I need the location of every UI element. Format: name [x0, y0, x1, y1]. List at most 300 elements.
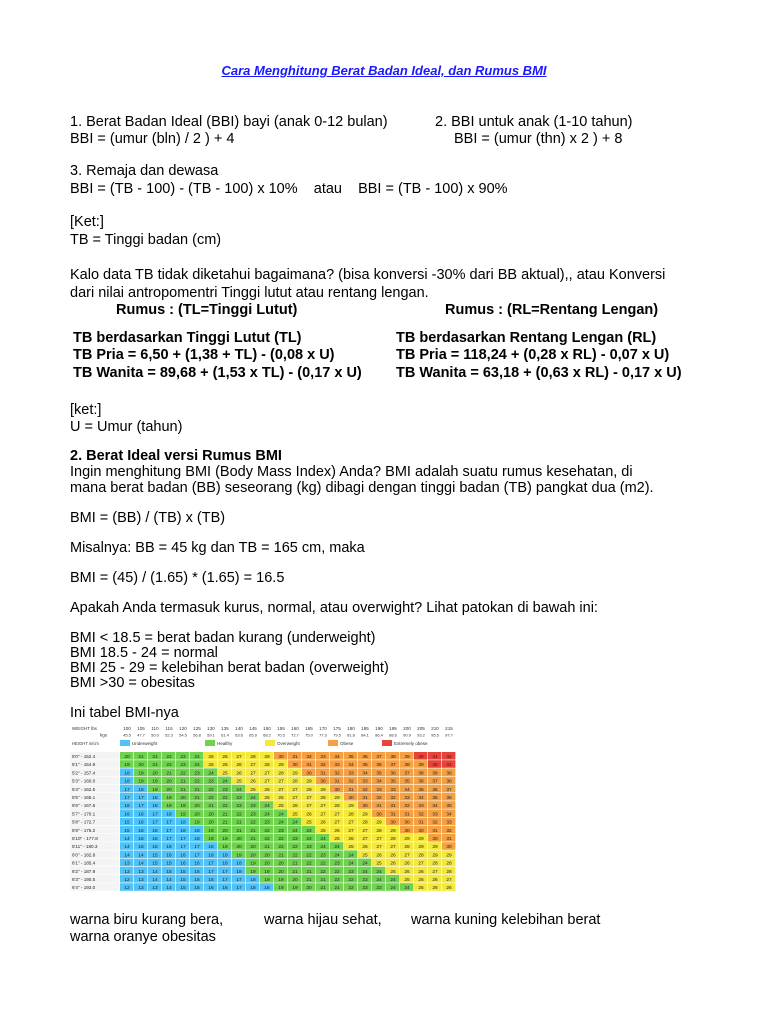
bmi-cell-value: 31: [432, 828, 438, 834]
bbi-anak-heading: 2. BBI untuk anak (1-10 tahun): [435, 114, 633, 130]
bmi-cell-value: 21: [180, 787, 186, 793]
weight-lbs-header: 110: [151, 726, 159, 731]
bmi-cell-value: 22: [208, 787, 214, 793]
bmi-cell-value: 18: [180, 828, 186, 834]
weight-kg-header: 81.8: [347, 732, 355, 738]
bmi-cell-value: 25: [404, 878, 410, 883]
bmi-cell-value: 15: [166, 861, 172, 867]
bmi-cell-value: 27: [278, 787, 284, 793]
bmi-cell-value: 26: [418, 878, 424, 883]
height-label: 5'9" - 175.2: [72, 827, 96, 833]
bmi-cell-value: 32: [348, 779, 354, 785]
bmi-cell-value: 12: [124, 878, 130, 883]
bmi-cell-value: 24: [306, 837, 312, 842]
bmi-cell-value: 18: [124, 771, 130, 777]
bmi-cell-value: 32: [446, 828, 452, 834]
bmi-cell-value: 24: [334, 845, 340, 851]
bmi-cell-value: 25: [236, 779, 242, 785]
bmi-cell-value: 17: [166, 837, 172, 842]
bmi-cell-value: 22: [250, 820, 256, 826]
bmi-cell-value: 25: [250, 787, 256, 793]
bmi-cell-value: 18: [166, 812, 172, 818]
bmi-cell-value: 25: [418, 886, 424, 892]
bmi-cell-value: 20: [166, 787, 172, 793]
bmi-cell-value: 27: [348, 828, 354, 834]
weight-kg-header: 63.6: [235, 732, 243, 738]
bmi-cell-value: 20: [236, 837, 242, 842]
bmi-cell-value: 38: [418, 771, 424, 777]
bmi-cell-value: 38: [446, 779, 452, 785]
bmi-cell-value: 23: [250, 804, 256, 810]
bmi-cell-value: 32: [320, 763, 326, 769]
bmi-cell-value: 25: [362, 853, 368, 859]
bmi-cell-value: 22: [306, 861, 312, 867]
bmi-cell-value: 27: [292, 796, 298, 801]
weight-lbs-header: 120: [179, 726, 187, 731]
bmi-cell-value: 31: [348, 787, 354, 793]
bmi-cell-value: 18: [152, 796, 158, 801]
bmi-cell-value: 27: [292, 787, 298, 793]
bmi-cell-value: 23: [180, 755, 186, 760]
bmi-cell-value: 34: [418, 796, 424, 801]
bmi-cell-value: 27: [362, 828, 368, 834]
bmi-example: Misalnya: BB = 45 kg dan TB = 165 cm, maka: [70, 540, 365, 556]
bmi-cell-value: 19: [138, 771, 144, 777]
bmi-cell-value: 26: [376, 853, 382, 859]
bmi-cell-value: 34: [362, 771, 368, 777]
kalo-line1: Kalo data TB tidak diketahui bagaimana? (bisa konversi -30% dari BB aktual),, atau Konversi: [70, 267, 666, 283]
weight-kg-header: 90.9: [403, 732, 411, 738]
bmi-cell-value: 21: [278, 853, 284, 859]
bmi-cell-value: 30: [320, 779, 326, 785]
bmi-cell-value: 22: [166, 763, 172, 769]
weight-lbs-header: 185: [361, 726, 369, 731]
bmi-cell-value: 23: [236, 796, 242, 801]
bmi-cell-value: 37: [404, 771, 410, 777]
bmi-question: Apakah Anda termasuk kurus, normal, atau overwight? Lihat patokan di bawah ini:: [70, 600, 598, 616]
bmi-cell-value: 19: [180, 812, 186, 818]
bmi-heading: 2. Berat Ideal versi Rumus BMI: [70, 448, 282, 464]
bmi-cat-overweight: BMI 25 - 29 = kelebihan berat badan (overweight): [70, 660, 389, 676]
bmi-cell-value: 22: [320, 869, 326, 875]
tl-heading: TB berdasarkan Tinggi Lutut (TL): [73, 330, 302, 346]
bmi-cell-value: 27: [334, 812, 340, 818]
legend-swatch: [328, 740, 338, 746]
bmi-cell-value: 16: [194, 869, 200, 875]
bmi-cell-value: 29: [306, 779, 312, 785]
bmi-cell-value: 17: [208, 869, 214, 875]
bmi-cell-value: 24: [264, 812, 270, 818]
bmi-cat-underweight: BMI < 18.5 = berat badan kurang (underweight): [70, 630, 376, 646]
height-label: 6'0" - 182.8: [72, 852, 96, 858]
bmi-cell-value: 30: [292, 763, 298, 769]
bmi-cell-value: 24: [376, 869, 382, 875]
bmi-cell-value: 17: [194, 845, 200, 851]
bmi-cell-value: 23: [264, 820, 270, 826]
height-label: 5'7" - 170.1: [72, 811, 96, 817]
bmi-cell-value: 24: [376, 878, 382, 883]
bmi-cell-value: 18: [152, 804, 158, 810]
weight-kg-header: 54.5: [179, 732, 187, 738]
bmi-cell-value: 19: [208, 837, 214, 842]
bmi-cell-value: 21: [250, 828, 256, 834]
bmi-cell-value: 23: [222, 787, 228, 793]
bmi-cell-value: 16: [138, 820, 144, 826]
bmi-cell-value: 27: [250, 763, 256, 769]
bmi-cell-value: 25: [292, 812, 298, 818]
bmi-cell-value: 32: [390, 796, 396, 801]
bmi-cell-value: 33: [390, 787, 396, 793]
bmi-intro1: Ingin menghitung BMI (Body Mass Index) Anda? BMI adalah suatu rumus kesehatan, di: [70, 464, 633, 480]
bmi-cat-normal: BMI 18.5 - 24 = normal: [70, 645, 218, 661]
bmi-cell-value: 19: [264, 878, 270, 883]
bmi-cell-value: 33: [334, 763, 340, 769]
bmi-cell-value: 17: [222, 869, 228, 875]
bmi-cell-value: 19: [250, 861, 256, 867]
bmi-cell-value: 29: [334, 796, 340, 801]
bmi-cell-value: 15: [152, 845, 158, 851]
rl-pria: TB Pria = 118,24 + (0,28 x RL) - 0,07 x U): [396, 347, 670, 363]
bmi-cell-value: 31: [418, 820, 424, 826]
bmi-cell-value: 13: [138, 869, 144, 875]
bmi-cell-value: 20: [194, 812, 200, 818]
bmi-cell-value: 24: [292, 828, 298, 834]
bmi-cell-value: 19: [292, 886, 298, 892]
bmi-cell-value: 20: [306, 886, 312, 892]
weight-lbs-header: 105: [137, 726, 145, 731]
bmi-cell-value: 22: [222, 804, 228, 810]
bmi-cell-value: 23: [278, 828, 284, 834]
bmi-cell-value: 27: [236, 755, 242, 760]
tl-pria: TB Pria = 6,50 + (1,38 + TL) - (0,08 x U): [73, 347, 335, 363]
bmi-cell-value: 19: [152, 787, 158, 793]
bmi-cell-value: 30: [362, 804, 368, 810]
legend-label: Obese: [340, 741, 354, 746]
ket2-text: U = Umur (tahun): [70, 419, 183, 435]
bmi-cell-value: 15: [124, 820, 130, 826]
bmi-cell-value: 22: [236, 812, 242, 818]
weight-kg-header: 59.1: [207, 732, 215, 738]
bmi-cell-value: 18: [250, 878, 256, 883]
bmi-cell-value: 25: [264, 796, 270, 801]
bmi-cell-value: 30: [404, 820, 410, 826]
bmi-cell-value: 21: [236, 828, 242, 834]
bmi-cell-value: 23: [180, 763, 186, 769]
bmi-cell-value: 23: [236, 804, 242, 810]
bmi-cell-value: 21: [152, 755, 158, 760]
bbi-bayi-formula: BBI = (umur (bln) / 2 ) + 4: [70, 131, 235, 147]
bmi-cell-value: 25: [278, 804, 284, 810]
bmi-cell-value: 26: [404, 869, 410, 875]
bmi-cell-value: 34: [446, 812, 452, 818]
bmi-cell-value: 20: [138, 763, 144, 769]
bmi-cell-value: 21: [334, 886, 340, 892]
rl-wanita: TB Wanita = 63,18 + (0,63 x RL) - 0,17 x U): [396, 365, 682, 381]
height-label: 5'5" - 165.1: [72, 795, 96, 800]
bmi-cell-value: 27: [348, 820, 354, 826]
bmi-cell-value: 35: [362, 763, 368, 769]
bmi-cell-value: 28: [320, 796, 326, 801]
bmi-cell-value: 31: [334, 779, 340, 785]
bmi-cell-value: 33: [432, 812, 438, 818]
bmi-cell-value: 24: [278, 820, 284, 826]
bmi-cell-value: 20: [250, 845, 256, 851]
bmi-cat-obese: BMI >30 = obesitas: [70, 675, 195, 691]
bmi-cell-value: 32: [418, 812, 424, 818]
bmi-cell-value: 24: [306, 828, 312, 834]
height-label: 6'3" - 190.5: [72, 877, 96, 882]
legend-swatch: [120, 740, 130, 746]
ket-text: TB = Tinggi badan (cm): [70, 232, 222, 248]
bmi-cell-value: 24: [222, 779, 228, 785]
bmi-calc: BMI = (45) / (1.65) * (1.65) = 16.5: [70, 570, 285, 586]
bmi-cell-value: 33: [376, 787, 382, 793]
bmi-cell-value: 26: [418, 869, 424, 875]
bmi-cell-value: 35: [418, 787, 424, 793]
bmi-cell-value: 25: [390, 869, 396, 875]
weight-kg-header: 61.4: [221, 732, 229, 738]
bmi-cell-value: 28: [432, 861, 438, 867]
bmi-cell-value: 36: [376, 763, 382, 769]
bmi-cell-value: 30: [446, 845, 452, 851]
bmi-cell-value: 28: [334, 804, 340, 810]
bmi-cell-value: 18: [222, 853, 228, 859]
bmi-cell-value: 19: [236, 853, 242, 859]
bmi-cell-value: 27: [306, 804, 312, 810]
weight-lbs-header: 195: [389, 726, 397, 731]
bmi-cell-value: 24: [362, 861, 368, 867]
bmi-cell-value: 22: [264, 837, 270, 842]
bmi-cell-value: 19: [194, 820, 200, 826]
bmi-cell-value: 33: [320, 755, 326, 760]
bmi-cell-value: 16: [124, 812, 130, 818]
bmi-cell-value: 22: [194, 779, 200, 785]
bmi-cell-value: 30: [418, 828, 424, 834]
bmi-cell-value: 37: [376, 755, 382, 760]
bmi-cell-value: 30: [306, 771, 312, 777]
bmi-cell-value: 17: [166, 828, 172, 834]
bmi-cell-value: 24: [348, 861, 354, 867]
bmi-cell-value: 27: [404, 853, 410, 859]
height-label: 6'1" - 185.4: [72, 860, 96, 866]
bmi-cell-value: 17: [194, 853, 200, 859]
weight-lbs-header: 115: [165, 726, 173, 731]
rumus-rl-title: Rumus : (RL=Rentang Lengan): [445, 302, 659, 318]
weight-lbs-header: 210: [431, 726, 439, 731]
bmi-cell-value: 17: [180, 837, 186, 842]
bmi-cell-value: 17: [236, 878, 242, 883]
bmi-cell-value: 22: [180, 771, 186, 777]
bmi-cell-value: 20: [250, 853, 256, 859]
bmi-cell-value: 21: [236, 820, 242, 826]
bmi-cell-value: 29: [404, 837, 410, 842]
bmi-cell-value: 36: [432, 787, 438, 793]
bmi-cell-value: 18: [222, 861, 228, 867]
bmi-cell-value: 22: [348, 878, 354, 883]
height-label: 5'4" - 162.5: [72, 786, 96, 792]
bmi-cell-value: 18: [138, 787, 144, 793]
bmi-cell-value: 21: [306, 869, 312, 875]
bmi-cell-value: 38: [404, 763, 410, 769]
bmi-cell-value: 27: [334, 820, 340, 826]
weight-lbs-header: 140: [235, 726, 243, 731]
weight-lbs-header: 200: [403, 726, 411, 731]
bmi-cell-value: 16: [208, 886, 214, 892]
bmi-cell-value: 24: [292, 820, 298, 826]
bmi-cell-value: 20: [124, 755, 130, 760]
bmi-cell-value: 41: [432, 755, 438, 760]
bmi-cell-value: 27: [264, 779, 270, 785]
bmi-cell-value: 26: [432, 886, 438, 892]
bmi-cell-value: 23: [362, 886, 368, 892]
bmi-cell-value: 16: [138, 828, 144, 834]
bmi-cell-value: 20: [264, 861, 270, 867]
bmi-cell-value: 27: [320, 812, 326, 818]
bmi-cell-value: 24: [208, 771, 214, 777]
bmi-cell-value: 29: [446, 853, 452, 859]
bmi-cell-value: 20: [292, 878, 298, 883]
bmi-cell-value: 17: [124, 787, 130, 793]
legend-oranye: warna oranye obesitas: [70, 929, 216, 945]
bmi-cell-value: 16: [194, 861, 200, 867]
weight-lbs-header: 170: [319, 726, 327, 731]
bmi-cell-value: 37: [446, 787, 452, 793]
bmi-cell-value: 17: [166, 820, 172, 826]
weight-lbs-header: 160: [291, 726, 299, 731]
bmi-cell-value: 24: [278, 812, 284, 818]
bmi-cell-value: 13: [124, 861, 130, 867]
weight-kg-header: 86.4: [375, 732, 383, 738]
bmi-cell-value: 26: [264, 787, 270, 793]
bmi-cell-value: 24: [334, 853, 340, 859]
bmi-cell-value: 27: [278, 779, 284, 785]
bmi-cell-value: 16: [152, 828, 158, 834]
bmi-cell-value: 20: [278, 861, 284, 867]
bmi-cell-value: 14: [124, 845, 130, 851]
bmi-cell-value: 29: [264, 755, 270, 760]
bmi-cell-value: 20: [208, 820, 214, 826]
bmi-cell-value: 31: [320, 771, 326, 777]
bmi-cell-value: 26: [334, 828, 340, 834]
bmi-cell-value: 13: [124, 869, 130, 875]
bmi-cell-value: 34: [334, 755, 340, 760]
bmi-cell-value: 26: [306, 812, 312, 818]
height-label: 5'10" - 177.8: [72, 836, 98, 841]
bmi-cell-value: 31: [390, 812, 396, 818]
bmi-cell-value: 22: [334, 878, 340, 883]
weight-lbs-header: 100: [123, 726, 131, 731]
bmi-cell-value: 15: [180, 886, 186, 892]
weight-kg-header: 88.6: [389, 732, 397, 738]
legend-biru: warna biru kurang bera,: [70, 912, 224, 928]
bmi-cell-value: 30: [376, 812, 382, 818]
weight-kg-header: 65.9: [249, 732, 257, 738]
bmi-cell-value: 22: [292, 845, 298, 851]
weight-kg-header: 52.3: [165, 732, 173, 738]
bmi-cell-value: 14: [152, 878, 158, 883]
bmi-cell-value: 39: [418, 763, 424, 769]
bmi-cell-value: 24: [320, 845, 326, 851]
bmi-cell-value: 21: [222, 820, 228, 826]
bmi-cell-value: 21: [152, 763, 158, 769]
bmi-formula: BMI = (BB) / (TB) x (TB): [70, 510, 226, 526]
bmi-cell-value: 18: [236, 869, 242, 875]
bmi-cell-value: 22: [292, 853, 298, 859]
weight-lbs-header: 190: [375, 726, 383, 731]
bmi-cell-value: 22: [348, 886, 354, 892]
bmi-cell-value: 22: [278, 837, 284, 842]
bmi-cell-value: 29: [418, 845, 424, 851]
bmi-cell-value: 27: [376, 845, 382, 851]
bmi-cell-value: 16: [180, 861, 186, 867]
bmi-cell-value: 25: [376, 861, 382, 867]
bmi-cell-value: 16: [124, 804, 130, 810]
bmi-cell-value: 26: [348, 837, 354, 842]
bmi-cell-value: 19: [208, 828, 214, 834]
bmi-cell-value: 32: [362, 787, 368, 793]
bmi-cell-value: 24: [194, 763, 200, 769]
weight-lbs-header: 205: [417, 726, 425, 731]
weight-lbs-header: 155: [277, 726, 285, 731]
bmi-cell-value: 16: [152, 837, 158, 842]
bmi-cell-value: 17: [236, 886, 242, 892]
weight-kg-header: 50.0: [151, 732, 159, 738]
bmi-cell-value: 25: [208, 763, 214, 769]
bmi-cell-value: 21: [250, 837, 256, 842]
bmi-cell-value: 16: [166, 845, 172, 851]
bmi-cell-value: 27: [306, 796, 312, 801]
bmi-cell-value: 30: [404, 828, 410, 834]
bmi-cell-value: 13: [152, 886, 158, 892]
bmi-cell-value: 21: [138, 755, 144, 760]
bmi-cell-value: 25: [208, 755, 214, 760]
bmi-cell-value: 18: [264, 886, 270, 892]
bmi-cell-value: 16: [194, 878, 200, 883]
bmi-cell-value: 19: [222, 837, 228, 842]
bmi-cell-value: 17: [138, 796, 144, 801]
bmi-cell-value: 22: [222, 796, 228, 801]
weight-kg-header: 68.2: [263, 732, 271, 738]
ket-label: [Ket:]: [70, 214, 104, 230]
page-title[interactable]: Cara Menghitung Berat Badan Ideal, dan Rumus BMI: [221, 63, 547, 78]
bmi-cell-value: 17: [124, 796, 130, 801]
bmi-cell-value: 25: [306, 820, 312, 826]
bmi-cell-value: 28: [446, 869, 452, 875]
bmi-cell-value: 26: [390, 861, 396, 867]
bmi-cell-value: 15: [124, 828, 130, 834]
bmi-cell-value: 37: [432, 779, 438, 785]
bmi-cell-value: 19: [166, 796, 172, 801]
weight-kg-header: 95.5: [431, 732, 439, 738]
weight-header-label: WEIGHT lbs: [72, 726, 97, 731]
bmi-cell-value: 18: [208, 853, 214, 859]
legend-label: Underweight: [132, 741, 158, 746]
bbi-bayi-heading: 1. Berat Badan Ideal (BBI) bayi (anak 0-12 bulan): [70, 114, 388, 130]
bmi-cell-value: 25: [348, 845, 354, 851]
bmi-cell-value: 23: [292, 837, 298, 842]
bmi-cell-value: 15: [152, 853, 158, 859]
bmi-cell-value: 28: [376, 828, 382, 834]
height-label: 5'11" - 180.3: [72, 844, 98, 850]
bmi-cell-value: 21: [292, 861, 298, 867]
weight-kg-header: 47.7: [137, 732, 145, 738]
bmi-cell-value: 32: [432, 820, 438, 826]
bmi-cell-value: 20: [278, 869, 284, 875]
legend-hijau: warna hijau sehat,: [264, 912, 382, 928]
height-label: 6'4" - 193.0: [72, 885, 96, 891]
bmi-cell-value: 36: [362, 755, 368, 760]
bmi-cell-value: 21: [320, 886, 326, 892]
